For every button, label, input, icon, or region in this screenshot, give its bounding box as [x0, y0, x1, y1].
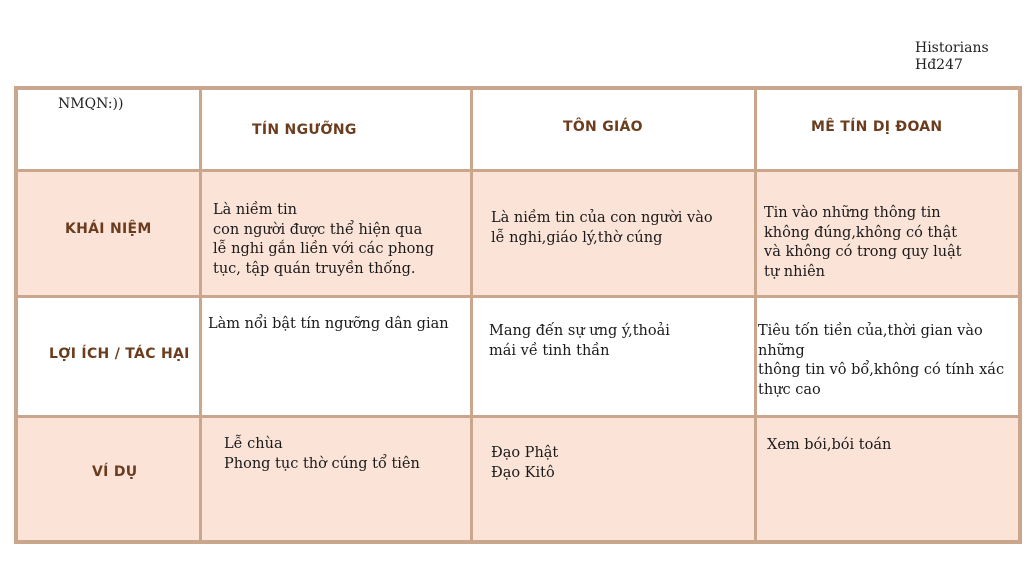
cell-line: Phong tục thờ cúng tổ tiên — [224, 455, 420, 472]
cell-line: Là niềm tin — [213, 202, 297, 218]
cell-line: Làm nổi bật tín ngưỡng dân gian — [208, 316, 449, 332]
cell-line: Tiêu tốn tiền của,thời gian vào — [758, 323, 983, 339]
cell-line: Xem bói,bói toán — [767, 437, 892, 453]
cell-line: Mang đến sự ưng ý,thoải — [489, 323, 670, 339]
cell-line: và không có trong quy luật — [764, 244, 962, 260]
corner-note: NMQN:)) — [58, 96, 124, 112]
credit — [915, 40, 989, 74]
row-label: LỢI ÍCH / TÁC HẠI — [49, 346, 190, 362]
grid-line — [754, 90, 757, 540]
column-header: TÍN NGƯỠNG — [252, 122, 357, 138]
cell-line: Lễ chùa — [224, 436, 283, 452]
table-cell — [489, 322, 670, 361]
column-header: TÔN GIÁO — [563, 119, 643, 135]
cell-line: thông tin vô bổ,không có tính xác — [758, 362, 1005, 378]
cell-line: con người được thể hiện qua — [213, 221, 423, 238]
cell-line: thực cao — [758, 381, 821, 398]
cell-line: Đạo Kitô — [491, 464, 555, 481]
table-cell — [224, 435, 420, 474]
cell-line: những — [758, 342, 805, 359]
cell-line: tự nhiên — [764, 263, 826, 280]
grid-line — [18, 295, 1018, 298]
table-cell — [491, 444, 558, 483]
table-cell — [208, 315, 449, 335]
cell-line: lễ nghi gắn liền với các phong — [213, 241, 435, 257]
grid-line — [18, 169, 1018, 172]
credit-line-1: Historians — [915, 40, 989, 56]
grid-line — [199, 90, 202, 540]
table-cell — [758, 322, 1004, 400]
table-cell — [491, 209, 713, 248]
row-label: VÍ DỤ — [92, 464, 138, 480]
table-cell — [767, 436, 891, 456]
cell-line: Tin vào những thông tin — [764, 205, 941, 221]
cell-line: Đạo Phật — [491, 445, 559, 461]
cell-line: tục, tập quán truyền thống. — [213, 260, 416, 277]
grid-line — [470, 90, 473, 540]
cell-line: lễ nghi,giáo lý,thờ cúng — [491, 229, 663, 246]
cell-line: mái về tinh thần — [489, 342, 610, 359]
column-header: MÊ TÍN DỊ ĐOAN — [811, 119, 943, 135]
cell-line: Là niềm tin của con người vào — [491, 210, 713, 226]
cell-line: không đúng,không có thật — [764, 224, 958, 241]
comparison-table — [14, 86, 1022, 544]
row-label: KHÁI NIỆM — [65, 221, 152, 237]
grid-line — [18, 415, 1018, 418]
table-cell — [213, 201, 434, 279]
table-cell — [764, 204, 962, 282]
credit-line-2: Hđ247 — [915, 57, 963, 73]
